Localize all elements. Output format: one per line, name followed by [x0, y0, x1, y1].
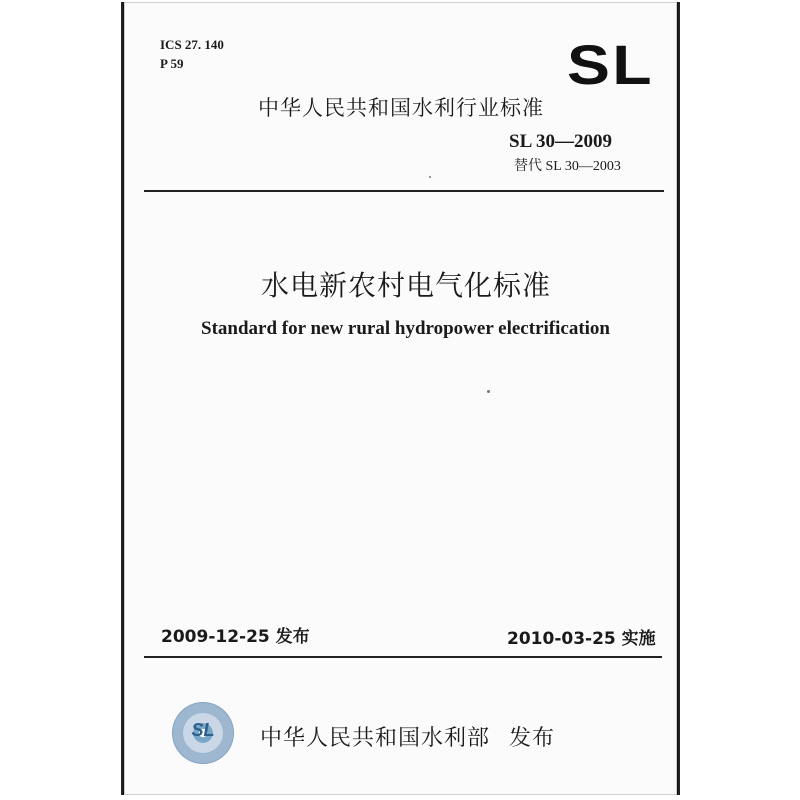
publisher-emblem-icon [172, 702, 234, 764]
emblem-text: SL [191, 720, 215, 740]
replaces-note: 替代 SL 30—2003 [514, 159, 621, 174]
category-code: P 59 [160, 56, 184, 71]
title-chinese: 水电新农村电气化标准 [261, 269, 552, 302]
sl-logo: SL [567, 33, 654, 96]
org-title: 中华人民共和国水利行业标准 [258, 96, 544, 120]
publish-label: 发布 [509, 726, 556, 751]
ics-code: ICS 27. 140 [160, 37, 224, 52]
paper-speck [429, 176, 431, 178]
paper-speck [487, 390, 490, 393]
issue-date: 2009-12-25 发布 [161, 627, 310, 647]
document-cover [123, 2, 678, 795]
standard-number: SL 30—2009 [509, 131, 612, 152]
publisher-name: 中华人民共和国水利部 [260, 726, 491, 751]
bottom-divider [144, 656, 662, 658]
title-english: Standard for new rural hydropower electrification [201, 318, 610, 339]
implementation-date: 2010-03-25 实施 [507, 629, 656, 649]
top-divider [144, 190, 664, 192]
